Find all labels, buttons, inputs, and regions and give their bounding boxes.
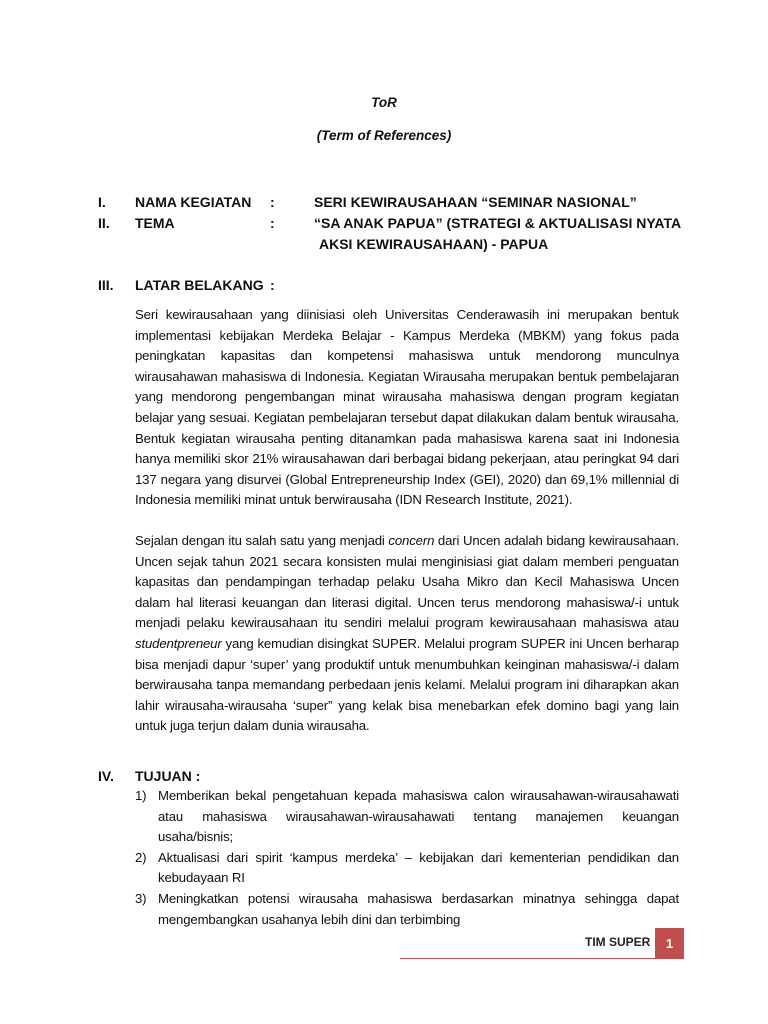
tema-value-line-1: “SA ANAK PAPUA” (STRATEGI & AKTUALISASI NYATA: [314, 215, 682, 231]
latar-belakang-heading: LATAR BELAKANG: [135, 277, 264, 293]
section-number-iii: III.: [98, 277, 114, 293]
footer-divider: [400, 958, 684, 959]
list-item-text: Aktualisasi dari spirit ‘kampus merdeka’ – kebijakan dari kementerian pendidikan dan kebudayaan RI: [158, 849, 679, 886]
list-marker: 1): [135, 788, 147, 803]
list-item-text: Meningkatkan potensi wirausaha mahasiswa berdasarkan minatnya sehingga dapat mengembangkan usahanya lebih dini dan terbimbing: [158, 890, 679, 927]
list-item: [135, 889, 679, 930]
section-number-i: I.: [98, 194, 106, 210]
document-title: ToR: [371, 95, 397, 110]
list-item-text: Memberikan bekal pengetahuan kepada mahasiswa calon wirausahawan-wirausahawati atau mahasiswa wirausahawan-wirausahawati tentang manajemen keuangan usaha/bisnis;: [158, 788, 679, 845]
page-number-badge: 1: [655, 928, 684, 959]
list-marker: 3): [135, 890, 147, 906]
paragraph-2-text-a: Sejalan dengan itu salah satu yang menjadi: [135, 533, 389, 548]
list-item: [135, 848, 679, 889]
tema-label: TEMA: [135, 215, 175, 231]
nama-kegiatan-value: SERI KEWIRAUSAHAAN “SEMINAR NASIONAL”: [314, 194, 637, 210]
tujuan-heading: TUJUAN :: [135, 768, 201, 784]
section-number-iv: IV.: [98, 768, 114, 784]
paragraph-2-text-c: yang kemudian disingkat SUPER. Melalui program SUPER ini Uncen berharap bisa menjadi dapur ‘super’ yang produktif untuk menumbuhkan keinginan mahasiswa/-i dalam berwirausaha tanpa memandang perbedaan jenis kelami. Melalui program ini diharapkan akan lahir wirausaha-wirausaha ‘super” yang kelak bisa menebarkan efek domino bagi yang lain untuk juga terjun dalam dunia wirausaha.: [135, 635, 679, 734]
tema-colon: :: [270, 215, 275, 231]
paragraph-2-text-b: dari Uncen adalah bidang kewirausahaan. Uncen sejak tahun 2021 secara konsisten mulai menginisiasi giat dalam memberi penguatan kapasitas dan pendampingan terhadap pelaku Usaha Mikro dan Kecil Mahasiswa Uncen dalam hal literasi keuangan dan literasi digital. Uncen terus mendorong mahasiswa/-i untuk menjadi pelaku kewirausahaan itu sendiri melalui program kewirausahaan mahasiswa atau: [135, 533, 679, 631]
list-marker: 2): [135, 849, 147, 865]
footer-team-label: TIM SUPER: [585, 935, 651, 949]
list-item: [135, 786, 679, 848]
latar-belakang-colon: :: [270, 277, 275, 293]
paragraph-2-term-concern: concern: [388, 533, 435, 548]
nama-kegiatan-label: NAMA KEGIATAN: [135, 194, 252, 210]
document-subtitle: (Term of References): [316, 128, 452, 143]
nama-kegiatan-colon: :: [270, 194, 275, 210]
latar-belakang-paragraph-1: Seri kewirausahaan yang diinisiasi oleh Universitas Cenderawasih ini merupakan bentuk implementasi kebijakan Merdeka Belajar - Kampus Merdeka (MBKM) yang fokus pada peningkatan kapasitas dan kompetensi mahasiswa untuk mendorong munculnya wirausahawan mahasiswa di Indonesia. Kegiatan Wirausaha merupakan bentuk pembelajaran yang mendorong pengembangan minat wirausaha mahasiswa dengan program kegiatan belajar yang sesuai. Kegiatan pembelajaran tersebut dapat dilakukan dalam bentuk wirausaha. Bentuk kegiatan wirausaha penting ditanamkan pada mahasiswa karena saat ini Indonesia hanya memiliki skor 21% wirausahawan dari berbagai bidang pekerjaan, atau peringkat 94 dari 137 negara yang disurvei (Global Entrepreneurship Index (GEI), 2020) dan 69,1% millennial di Indonesia memiliki minat untuk berwirausaha (IDN Research Institute, 2021).: [135, 307, 679, 508]
section-number-ii: II.: [98, 215, 110, 231]
tujuan-list: [135, 786, 679, 930]
latar-belakang-paragraph-2: [135, 531, 679, 737]
tema-value-line-2: AKSI KEWIRAUSAHAAN) - PAPUA: [319, 236, 549, 252]
paragraph-2-term-studentpreneur: studentpreneur: [135, 635, 222, 651]
